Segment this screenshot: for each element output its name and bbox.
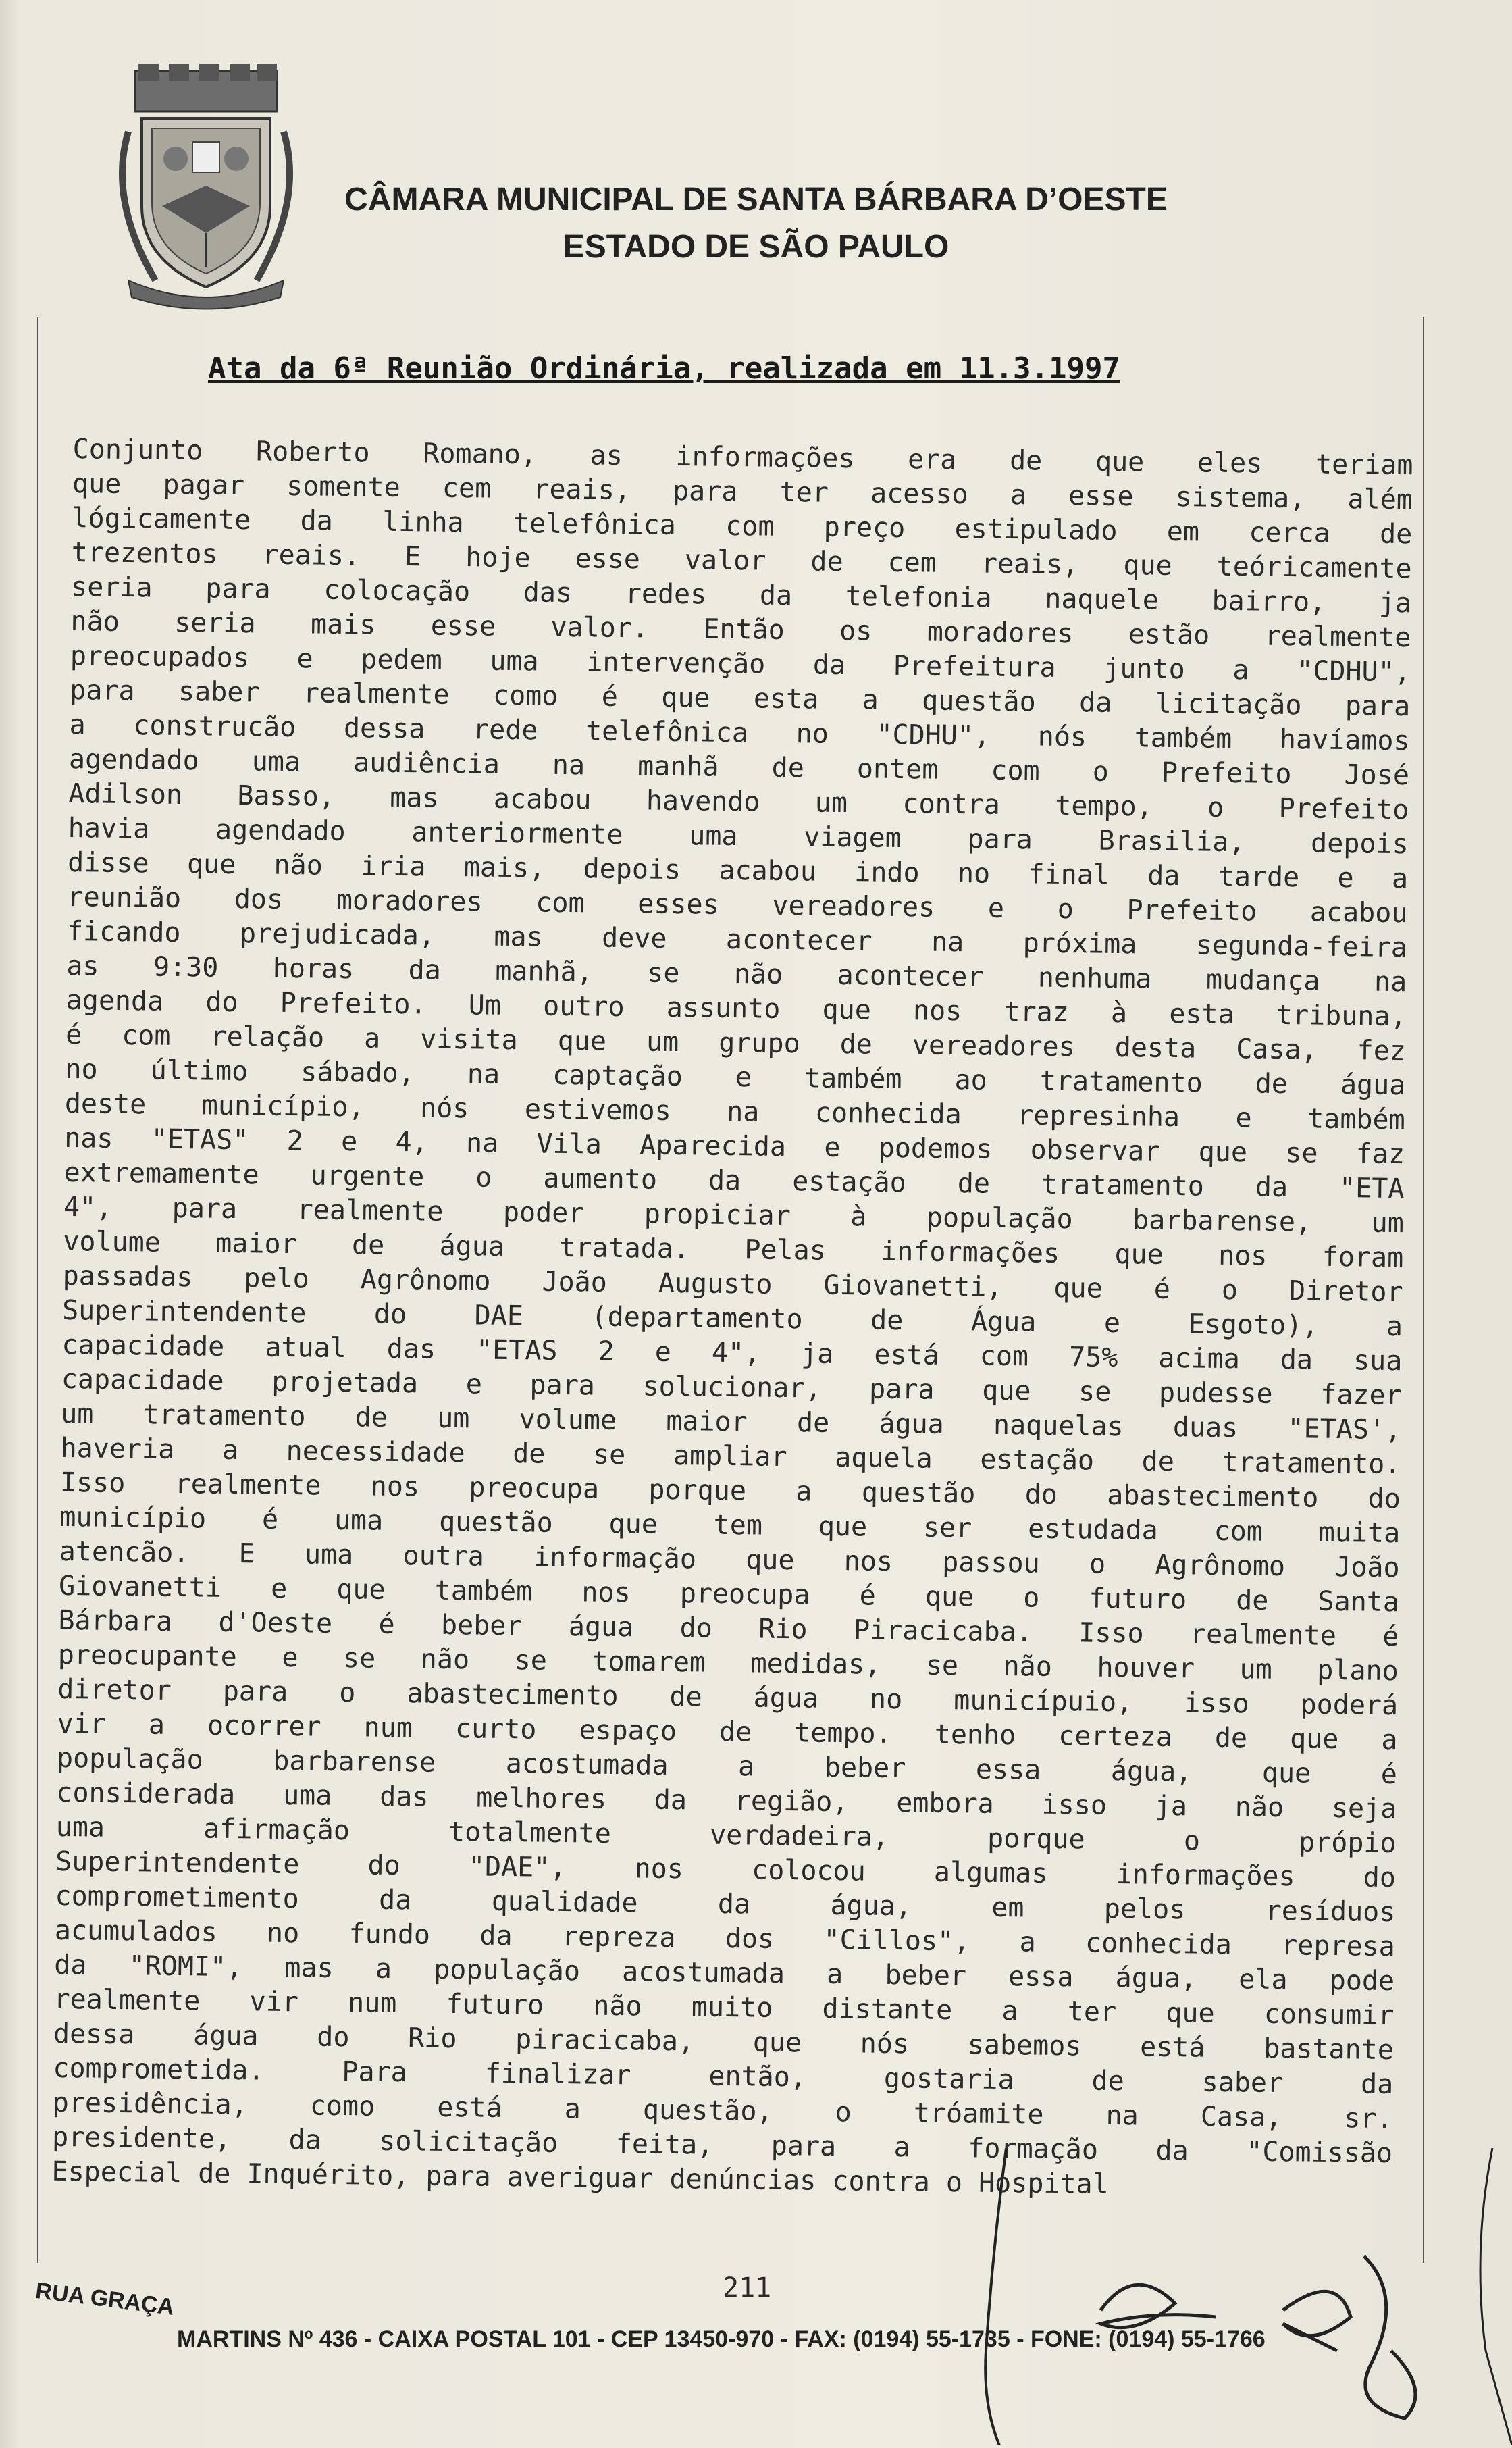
text-line: haveria a necessidade de se ampliar aquela estação de tratamento. <box>60 1432 1401 1481</box>
text-line: Giovanetti e que também nos preocupa é que o futuro de Santa <box>58 1570 1400 1618</box>
text-line: uma afirmação totalmente verdadeira, porque o própio <box>55 1811 1397 1860</box>
handwritten-signatures <box>932 2148 1512 2445</box>
text-line: Superintendente do DAE (departamento de Água e Esgoto), a <box>61 1294 1403 1343</box>
text-line: ficando prejudicada, mas deve acontecer na próxima segunda-feira <box>66 915 1408 964</box>
text-line: Superintendente do "DAE", nos colocou algumas informações do <box>55 1845 1397 1894</box>
text-line: comprometimento da qualidade da água, em pelos resíduos <box>55 1880 1396 1929</box>
text-line: da "ROMI", mas a população acostumada a beber essa água, ela pode <box>53 1949 1395 1997</box>
text-line: no último sábado, na captação e também ao tratamento de água <box>65 1053 1406 1102</box>
text-line: reunião dos moradores com esses vereadores e o Prefeito acabou <box>67 881 1408 929</box>
text-line: seria para colocação das redes da telefonia naquele bairro, ja <box>70 571 1412 619</box>
text-line: diretor para o abastecimento de água no municípuio, isso poderá <box>57 1673 1399 1722</box>
institution-name: CÂMARA MUNICIPAL DE SANTA BÁRBARA D’OESTE <box>344 182 1168 218</box>
text-line: havia agendado anteriormente uma viagem para Brasilia, depois <box>68 812 1409 861</box>
text-line: realmente vir num futuro não muito distante a ter que consumir <box>53 1983 1394 2032</box>
text-line: passadas pelo Agrônomo João Augusto Giovanetti, que é o Diretor <box>62 1260 1403 1308</box>
text-line: para saber realmente como é que esta a questão da licitação para <box>70 674 1411 723</box>
text-line: que pagar somente cem reais, para ter acesso a esse sistema, além <box>72 467 1413 516</box>
text-line: agenda do Prefeito. Um outro assunto que nos traz à esta tribuna, <box>66 984 1407 1033</box>
text-line: a construcão dessa rede telefônica no "CDHU", nós também havíamos <box>69 709 1410 757</box>
text-line: Conjunto Roberto Romano, as informações era de que eles teriam <box>72 433 1413 482</box>
text-line: população barbarense acostumada a beber essa água, que é <box>56 1742 1398 1791</box>
text-line: atencão. E uma outra informação que nos passou o Agrônomo João <box>59 1535 1400 1584</box>
text-line: vir a ocorrer num curto espaço de tempo. tenho certeza de que a <box>57 1708 1398 1756</box>
text-line: preocupante e se não se tomarem medidas, se não houver um plano <box>57 1639 1399 1687</box>
text-line: presidente, da solicitação feita, para a formação da "Comissão <box>51 2121 1393 2170</box>
footer-street: RUA GRAÇA <box>34 2278 176 2320</box>
text-line: não seria mais esse valor. Então os moradores estão realmente <box>70 605 1411 654</box>
text-line: um tratamento de um volume maior de água naquelas duas "ETAS', <box>60 1398 1402 1446</box>
text-line: presidência, como está a questão, o tróamite na Casa, sr. <box>52 2087 1393 2135</box>
text-line: dessa água do Rio piracicaba, que nós sabemos está bastante <box>53 2018 1394 2066</box>
text-line: município é uma questão que tem que ser estudada com muita <box>59 1501 1401 1550</box>
page-number: 211 <box>723 2272 772 2303</box>
text-line: capacidade projetada e para solucionar, para que se pudesse fazer <box>61 1363 1403 1412</box>
document-title: Ata da 6ª Reunião Ordinária, realizada em 11.3.1997 <box>208 351 1121 386</box>
text-line: deste município, nós estivemos na conhecida represinha e também <box>64 1088 1405 1136</box>
text-line: Isso realmente nos preocupa porque a questão do abastecimento do <box>59 1467 1401 1515</box>
text-line: Bárbara d'Oeste é beber água do Rio Piracicaba. Isso realmente é <box>58 1604 1399 1653</box>
text-line: as 9:30 horas da manhã, se não acontecer nenhuma mudança na <box>66 950 1407 998</box>
text-line: disse que não iria mais, depois acabou indo no final da tarde e a <box>67 846 1409 895</box>
minutes-body-text <box>51 432 1413 2205</box>
text-line: volume maior de água tratada. Pelas informações que nos foram <box>63 1225 1404 1274</box>
text-line: Especial de Inquérito, para averiguar denúncias contra o Hospital <box>51 2156 1110 2200</box>
text-line: agendado uma audiência na manhã de ontem com o Prefeito José <box>68 743 1410 792</box>
footer-address: MARTINS Nº 436 - CAIXA POSTAL 101 - CEP 13450-970 - FAX: (0194) 55-1735 - FONE: (0194) 55-1766 <box>177 2326 1266 2352</box>
left-margin-rule <box>37 317 38 2263</box>
text-line: nas "ETAS" 2 e 4, na Vila Aparecida e podemos observar que se faz <box>63 1122 1405 1171</box>
text-line: extremamente urgente o aumento da estação de tratamento da "ETA <box>63 1156 1405 1205</box>
right-margin-rule <box>1423 317 1424 2263</box>
text-line: Adilson Basso, mas acabou havendo um contra tempo, o Prefeito <box>68 777 1409 826</box>
text-line: comprometida. Para finalizar então, gostaria de saber da <box>53 2052 1394 2101</box>
text-line: preocupados e pedem uma intervenção da Prefeitura junto a "CDHU", <box>70 640 1411 688</box>
text-line: acumulados no fundo da repreza dos "Cillos", a conhecida represa <box>54 1914 1396 1963</box>
text-line: lógicamente da linha telefônica com preço estipulado em cerca de <box>72 502 1413 551</box>
institution-state: ESTADO DE SÃO PAULO <box>563 229 949 265</box>
text-line: 4", para realmente poder propiciar à população barbarense, um <box>63 1191 1405 1240</box>
text-line: capacidade atual das "ETAS 2 e 4", ja está com 75% acima da sua <box>61 1329 1403 1377</box>
text-line: trezentos reais. E hoje esse valor de cem reais, que teóricamente <box>71 536 1412 585</box>
text-line: considerada uma das melhores da região, embora isso ja não seja <box>56 1777 1397 1825</box>
text-line: é com relação a visita que um grupo de vereadores desta Casa, fez <box>65 1019 1407 1067</box>
